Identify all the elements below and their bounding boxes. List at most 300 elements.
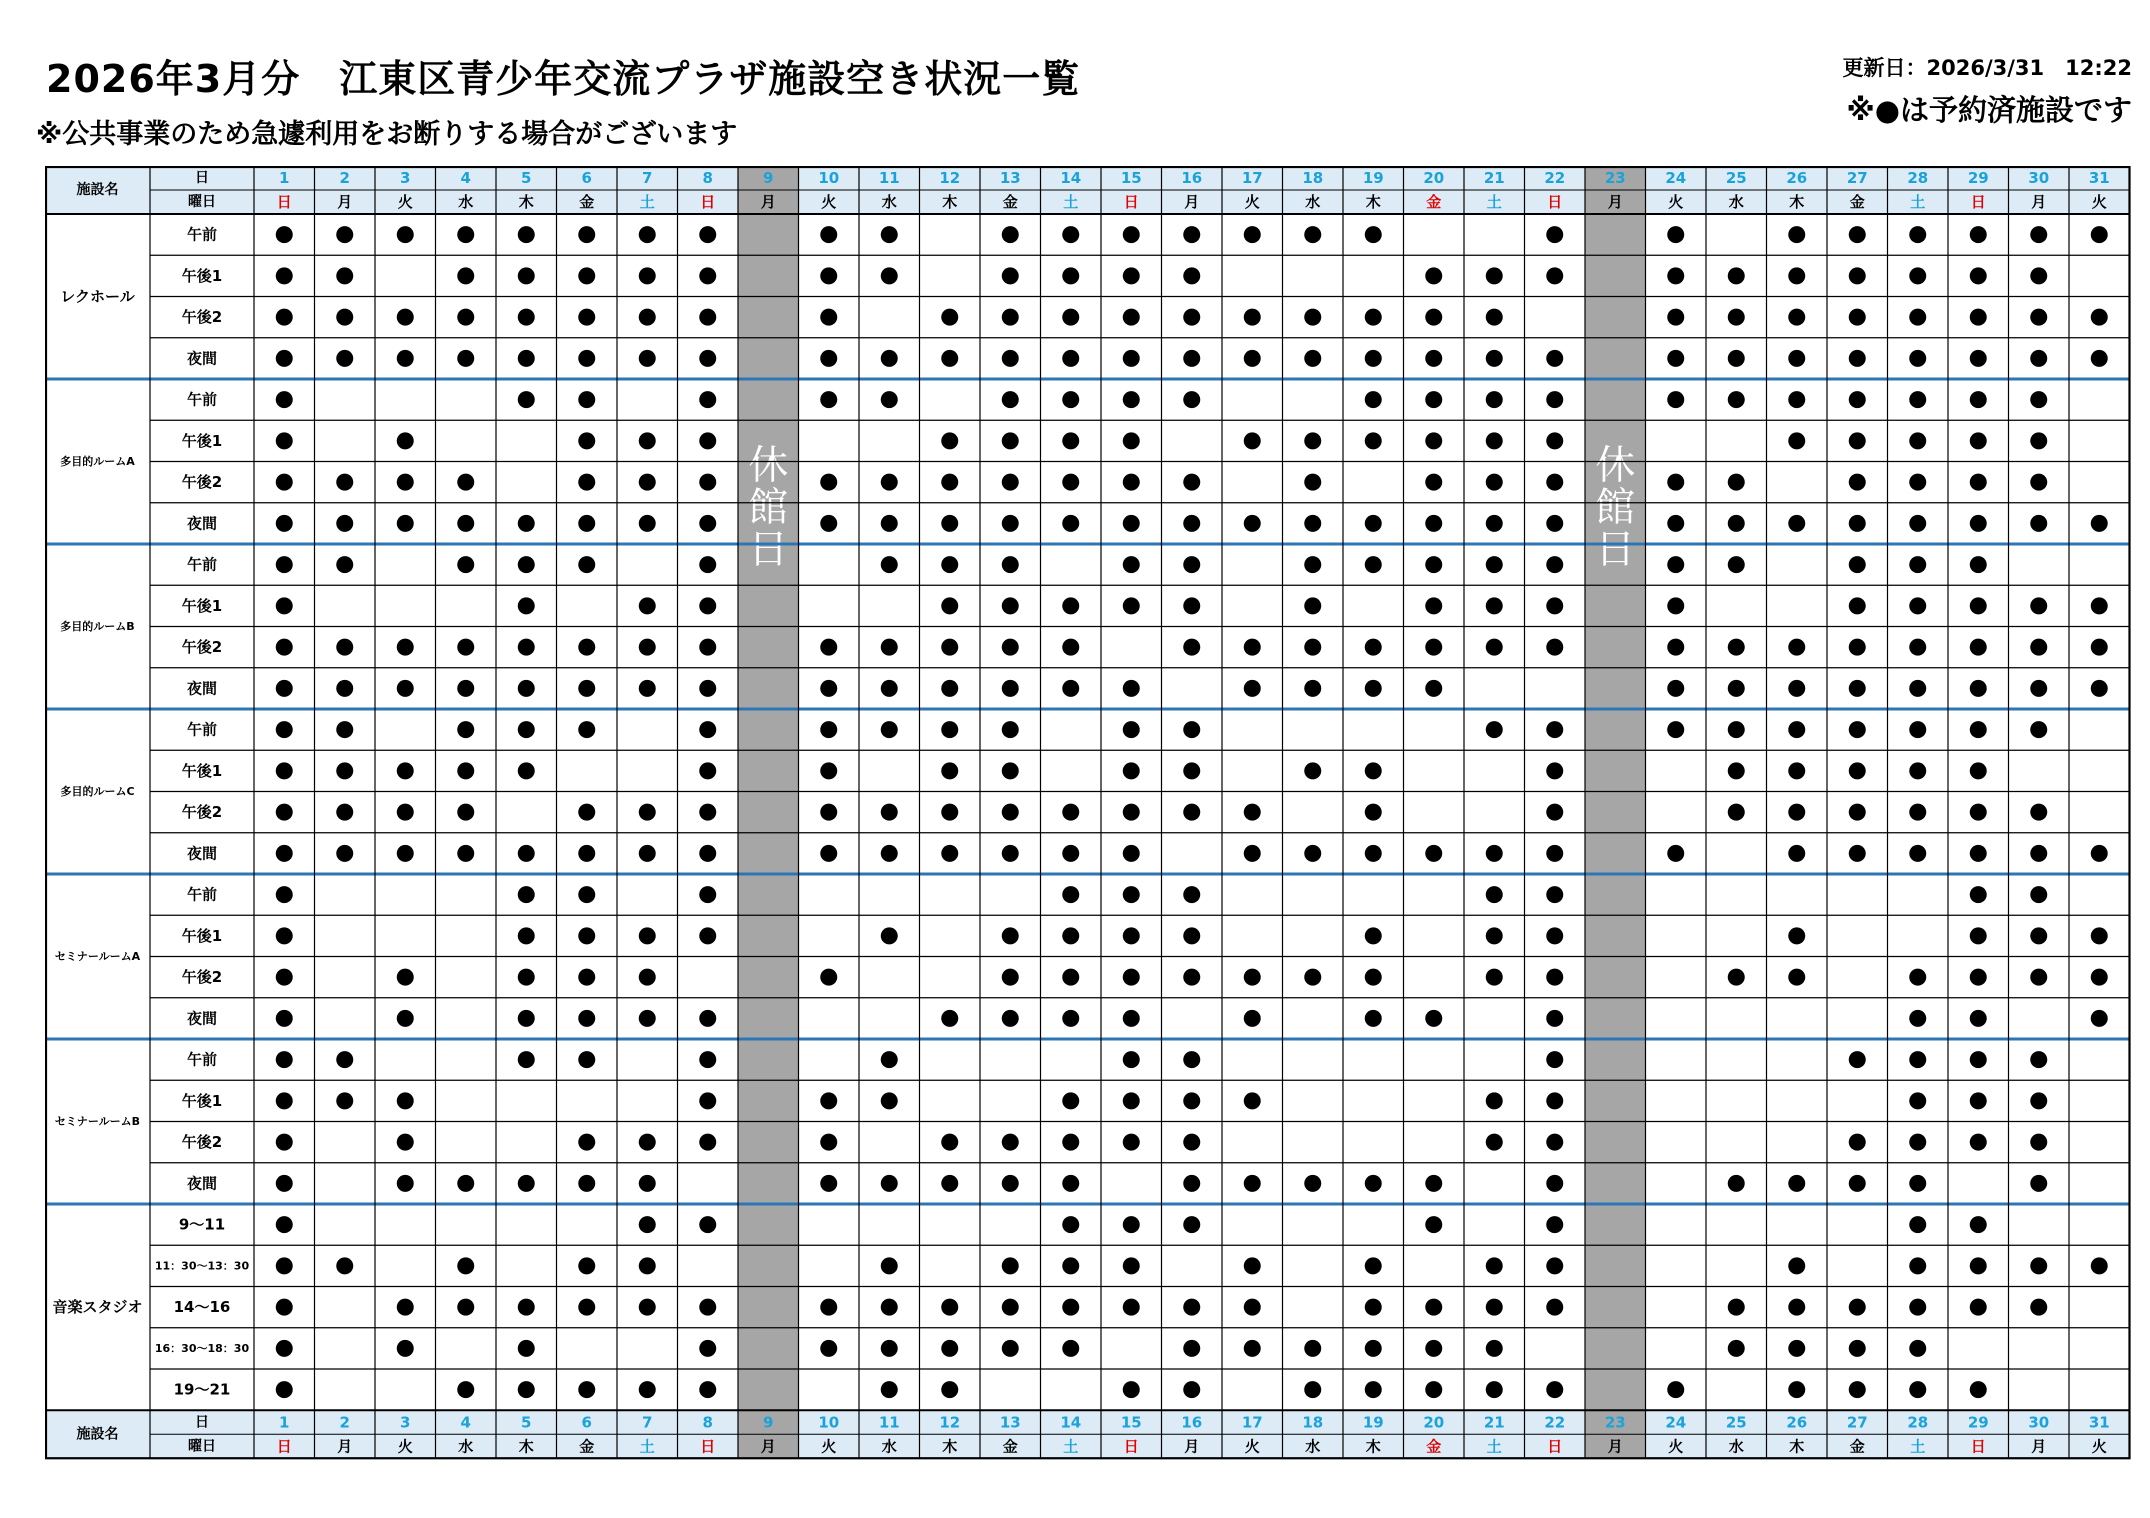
header-weekday: 木 — [1365, 193, 1381, 211]
booked-dot — [1546, 556, 1563, 573]
booked-dot — [1425, 267, 1442, 284]
header-weekday: 日 — [1123, 193, 1139, 211]
booked-dot — [1909, 391, 1926, 408]
booked-dot — [639, 927, 656, 944]
booked-dot — [1365, 309, 1382, 326]
booked-dot — [1667, 226, 1684, 243]
header-weekday: 火 — [397, 193, 413, 211]
booked-dot — [941, 1340, 958, 1357]
closed-day-label: 館 — [748, 484, 789, 531]
booked-dot — [397, 309, 414, 326]
booked-dot — [1728, 1299, 1745, 1316]
booked-dot — [1183, 597, 1200, 614]
booked-dot — [1546, 391, 1563, 408]
booked-dot — [1304, 1175, 1321, 1192]
booked-dot — [1728, 639, 1745, 656]
booked-dot — [699, 1216, 716, 1233]
booked-dot — [1546, 267, 1563, 284]
booked-dot — [1365, 804, 1382, 821]
booked-dot — [2091, 927, 2108, 944]
booked-dot — [518, 639, 535, 656]
booked-dot — [1546, 432, 1563, 449]
booked-dot — [1244, 309, 1261, 326]
time-slot-label: 午後1 — [181, 1091, 223, 1110]
booked-dot — [336, 804, 353, 821]
header-weekday: 日 — [1970, 193, 1986, 211]
booked-dot — [1546, 886, 1563, 903]
footer-day-number: 16 — [1181, 1413, 1203, 1432]
booked-dot — [1667, 267, 1684, 284]
booked-dot — [2030, 226, 2047, 243]
booked-dot — [1002, 1257, 1019, 1274]
booked-dot — [578, 350, 595, 367]
header-day-number: 23 — [1604, 169, 1626, 187]
header-weekday: 金 — [579, 193, 595, 211]
booked-dot — [1788, 762, 1805, 779]
footer-weekday: 日 — [1970, 1437, 1986, 1456]
booked-dot — [1788, 845, 1805, 862]
booked-dot — [881, 680, 898, 697]
booked-dot — [1002, 969, 1019, 986]
booked-dot — [2030, 1257, 2047, 1274]
booked-dot — [397, 515, 414, 532]
booked-dot — [1849, 762, 1866, 779]
booked-dot — [1002, 267, 1019, 284]
booked-dot — [1183, 1381, 1200, 1398]
header-weekday: 土 — [1486, 193, 1502, 211]
booked-dot — [1486, 309, 1503, 326]
booked-dot — [2030, 267, 2047, 284]
booked-dot — [699, 721, 716, 738]
footer-day-number: 5 — [521, 1413, 532, 1432]
booked-dot — [518, 350, 535, 367]
booked-dot — [1486, 515, 1503, 532]
booked-dot — [1123, 350, 1140, 367]
booked-dot — [1123, 474, 1140, 491]
booked-dot — [578, 680, 595, 697]
booked-dot — [1970, 267, 1987, 284]
booked-dot — [1546, 1134, 1563, 1151]
booked-dot — [1123, 1216, 1140, 1233]
booked-dot — [1667, 556, 1684, 573]
booked-dot — [2030, 474, 2047, 491]
booked-dot — [1849, 391, 1866, 408]
booked-dot — [1728, 969, 1745, 986]
time-slot-label: 夜間 — [186, 679, 218, 698]
booked-dot — [1123, 1299, 1140, 1316]
booked-dot — [1304, 515, 1321, 532]
footer-day-number: 12 — [939, 1413, 961, 1432]
footer-weekday: 月 — [760, 1437, 776, 1456]
booked-dot — [578, 515, 595, 532]
booked-dot — [1788, 1299, 1805, 1316]
header-weekday: 水 — [1305, 193, 1321, 211]
booked-dot — [699, 1010, 716, 1027]
booked-dot — [457, 350, 474, 367]
booked-dot — [1486, 1092, 1503, 1109]
booked-dot — [881, 804, 898, 821]
booked-dot — [2091, 1010, 2108, 1027]
header-day-number: 30 — [2028, 169, 2050, 187]
booked-dot — [820, 721, 837, 738]
time-slot-label: 午前 — [186, 225, 218, 244]
booked-dot — [1425, 391, 1442, 408]
booked-dot — [1546, 1381, 1563, 1398]
footer-weekday: 火 — [1668, 1437, 1684, 1456]
booked-dot — [276, 639, 293, 656]
booked-dot — [1970, 1381, 1987, 1398]
booked-dot — [1788, 1175, 1805, 1192]
booked-dot — [1304, 762, 1321, 779]
booked-dot — [941, 804, 958, 821]
booked-dot — [1546, 1216, 1563, 1233]
booked-dot — [941, 1134, 958, 1151]
booked-dot — [820, 680, 837, 697]
booked-dot — [1002, 1134, 1019, 1151]
booked-dot — [276, 391, 293, 408]
booked-dot — [1304, 226, 1321, 243]
booked-dot — [1849, 556, 1866, 573]
booked-dot — [1062, 927, 1079, 944]
booked-dot — [1970, 721, 1987, 738]
time-slot-label: 午後1 — [181, 761, 223, 780]
header-day-number: 13 — [999, 169, 1021, 187]
time-slot-label: 午後1 — [181, 596, 223, 615]
booked-dot — [1123, 1092, 1140, 1109]
booked-dot — [1062, 969, 1079, 986]
closed-day-label: 日 — [1595, 526, 1636, 573]
time-slot-label: 午後2 — [181, 473, 223, 492]
footer-day-number: 24 — [1665, 1413, 1687, 1432]
booked-dot — [820, 515, 837, 532]
booked-dot — [699, 680, 716, 697]
booked-dot — [1486, 267, 1503, 284]
booked-dot — [1365, 845, 1382, 862]
header-weekday: 火 — [821, 193, 837, 211]
footer-weekday: 水 — [881, 1437, 897, 1456]
footer-weekday: 木 — [1789, 1437, 1805, 1456]
footer-weekday: 金 — [1426, 1437, 1442, 1456]
booked-dot — [1365, 680, 1382, 697]
booked-dot — [1970, 680, 1987, 697]
booked-dot — [820, 1340, 837, 1357]
booked-dot — [639, 804, 656, 821]
booked-dot — [1546, 1010, 1563, 1027]
booked-dot — [2030, 721, 2047, 738]
footer-weekday: 火 — [397, 1437, 413, 1456]
booked-dot — [1062, 1010, 1079, 1027]
time-slot-label: 午後2 — [181, 968, 223, 987]
time-slot-label: 午前 — [186, 720, 218, 739]
booked-dot — [1123, 267, 1140, 284]
booked-dot — [639, 1299, 656, 1316]
booked-dot — [1123, 762, 1140, 779]
booked-dot — [881, 1257, 898, 1274]
booked-dot — [1365, 1381, 1382, 1398]
booked-dot — [1183, 350, 1200, 367]
booked-dot — [397, 432, 414, 449]
booked-dot — [2030, 515, 2047, 532]
booked-dot — [276, 1381, 293, 1398]
booked-dot — [1788, 350, 1805, 367]
booked-dot — [1788, 515, 1805, 532]
booked-dot — [1244, 1010, 1261, 1027]
booked-dot — [941, 1381, 958, 1398]
booked-dot — [1123, 1010, 1140, 1027]
booked-dot — [699, 845, 716, 862]
booked-dot — [1425, 1216, 1442, 1233]
time-slot-label: 夜間 — [186, 844, 218, 863]
booked-dot — [1365, 1010, 1382, 1027]
booked-dot — [1183, 267, 1200, 284]
footer-weekday: 火 — [2091, 1437, 2107, 1456]
booked-dot — [1667, 639, 1684, 656]
booked-dot — [1183, 474, 1200, 491]
booked-dot — [1849, 680, 1866, 697]
booked-dot — [1546, 804, 1563, 821]
booked-dot — [1123, 845, 1140, 862]
booked-dot — [457, 639, 474, 656]
booked-dot — [457, 309, 474, 326]
booked-dot — [1970, 1216, 1987, 1233]
booked-dot — [578, 639, 595, 656]
booked-dot — [1667, 597, 1684, 614]
table-border — [46, 167, 2130, 1458]
booked-dot — [639, 597, 656, 614]
booked-dot — [276, 1299, 293, 1316]
booked-dot — [1183, 1092, 1200, 1109]
booked-dot — [1486, 1340, 1503, 1357]
booked-dot — [941, 432, 958, 449]
booked-dot — [276, 762, 293, 779]
booked-dot — [1970, 1134, 1987, 1151]
booked-dot — [1365, 432, 1382, 449]
booked-dot — [578, 226, 595, 243]
booked-dot — [820, 226, 837, 243]
booked-dot — [1123, 597, 1140, 614]
availability-table — [45, 166, 2132, 1460]
header-day-number: 25 — [1725, 169, 1747, 187]
booked-dot — [639, 639, 656, 656]
booked-dot — [457, 515, 474, 532]
header-day-number: 17 — [1241, 169, 1263, 187]
booked-dot — [941, 515, 958, 532]
booked-dot — [1970, 1299, 1987, 1316]
footer-day-number: 2 — [339, 1413, 350, 1432]
booked-dot — [1244, 1092, 1261, 1109]
header-day-number: 15 — [1120, 169, 1142, 187]
booked-dot — [1728, 515, 1745, 532]
booked-dot — [1667, 309, 1684, 326]
booked-dot — [1909, 226, 1926, 243]
booked-dot — [639, 969, 656, 986]
footer-day-number: 23 — [1604, 1413, 1626, 1432]
footer-weekday-label: 曜日 — [188, 1438, 216, 1455]
booked-dot — [1486, 597, 1503, 614]
footer-weekday: 土 — [639, 1437, 655, 1456]
booked-dot — [1062, 1299, 1079, 1316]
header-day-number: 9 — [763, 169, 774, 187]
booked-dot — [881, 1051, 898, 1068]
booked-dot — [578, 886, 595, 903]
footer-day-number: 20 — [1423, 1413, 1445, 1432]
booked-dot — [2030, 350, 2047, 367]
booked-dot — [1304, 474, 1321, 491]
booked-dot — [1365, 556, 1382, 573]
booked-dot — [1849, 1340, 1866, 1357]
booked-dot — [1425, 474, 1442, 491]
booked-dot — [1002, 515, 1019, 532]
booked-dot — [1788, 927, 1805, 944]
updated-timestamp: 更新日：2026/3/31 12:22 — [1842, 56, 2132, 80]
booked-dot — [1183, 1175, 1200, 1192]
booked-dot — [276, 927, 293, 944]
header-day-number: 22 — [1544, 169, 1566, 187]
booked-dot — [1425, 639, 1442, 656]
booked-dot — [1909, 762, 1926, 779]
booked-dot — [578, 309, 595, 326]
booked-dot — [639, 680, 656, 697]
booked-dot — [1304, 1381, 1321, 1398]
booked-dot — [1304, 845, 1321, 862]
booked-dot — [578, 1381, 595, 1398]
booked-dot — [1849, 1051, 1866, 1068]
header-weekday: 木 — [1789, 193, 1805, 211]
booked-dot — [639, 226, 656, 243]
booked-dot — [2091, 515, 2108, 532]
booked-dot — [518, 1010, 535, 1027]
booked-dot — [1909, 804, 1926, 821]
header-weekday: 月 — [337, 193, 353, 211]
footer-weekday: 火 — [1244, 1437, 1260, 1456]
footer-weekday: 金 — [1849, 1437, 1865, 1456]
booked-dot — [1788, 309, 1805, 326]
booked-dot — [457, 1381, 474, 1398]
header-day-number: 3 — [400, 169, 411, 187]
booked-dot — [1425, 1340, 1442, 1357]
booked-dot — [1304, 432, 1321, 449]
booked-dot — [276, 515, 293, 532]
booked-dot — [457, 1299, 474, 1316]
header-weekday: 火 — [2091, 193, 2107, 211]
footer-day-number: 28 — [1907, 1413, 1929, 1432]
booked-dot — [1486, 886, 1503, 903]
booked-dot — [941, 721, 958, 738]
booked-dot — [2091, 639, 2108, 656]
booked-dot — [2030, 886, 2047, 903]
booked-dot — [1849, 1299, 1866, 1316]
footer-weekday: 土 — [1486, 1437, 1502, 1456]
footer-day-number: 18 — [1302, 1413, 1324, 1432]
header-day-number: 1 — [279, 169, 290, 187]
booked-dot — [578, 845, 595, 862]
booked-dot — [820, 350, 837, 367]
booked-dot — [1002, 721, 1019, 738]
booked-dot — [1425, 309, 1442, 326]
booked-dot — [1123, 515, 1140, 532]
booked-dot — [1909, 556, 1926, 573]
time-slot-label: 11：30〜13：30 — [154, 1259, 250, 1273]
booked-dot — [1183, 1051, 1200, 1068]
header-day-number: 12 — [939, 169, 961, 187]
booked-dot — [1123, 1381, 1140, 1398]
booked-dot — [820, 804, 837, 821]
booked-dot — [578, 432, 595, 449]
booked-dot — [1970, 762, 1987, 779]
booked-dot — [1909, 1340, 1926, 1357]
booked-dot — [1183, 639, 1200, 656]
booked-dot — [2030, 1134, 2047, 1151]
booked-dot — [1849, 515, 1866, 532]
booked-dot — [397, 762, 414, 779]
booked-dot — [1304, 309, 1321, 326]
booked-dot — [578, 1134, 595, 1151]
booked-dot — [1365, 1340, 1382, 1357]
booked-dot — [1365, 969, 1382, 986]
booked-dot — [1667, 721, 1684, 738]
booked-dot — [699, 1299, 716, 1316]
booked-dot — [820, 639, 837, 656]
booked-dot — [1849, 1381, 1866, 1398]
booked-dot — [881, 639, 898, 656]
booked-dot — [699, 474, 716, 491]
booked-dot — [1486, 556, 1503, 573]
booked-dot — [1970, 639, 1987, 656]
booked-dot — [397, 845, 414, 862]
footer-day-label: 日 — [195, 1414, 209, 1431]
legend-text: ※●は予約済施設です — [1846, 93, 2132, 127]
booked-dot — [1002, 226, 1019, 243]
booked-dot — [1849, 804, 1866, 821]
booked-dot — [1002, 556, 1019, 573]
booked-dot — [941, 762, 958, 779]
footer-day-number: 31 — [2088, 1413, 2110, 1432]
booked-dot — [699, 432, 716, 449]
booked-dot — [1244, 1299, 1261, 1316]
booked-dot — [1244, 804, 1261, 821]
booked-dot — [1909, 432, 1926, 449]
booked-dot — [1002, 639, 1019, 656]
booked-dot — [1123, 556, 1140, 573]
booked-dot — [941, 680, 958, 697]
booked-dot — [1183, 226, 1200, 243]
booked-dot — [941, 1299, 958, 1316]
time-slot-label: 午後1 — [181, 266, 223, 285]
time-slot-label: 14〜16 — [173, 1298, 231, 1317]
booked-dot — [1123, 927, 1140, 944]
booked-dot — [1183, 1134, 1200, 1151]
booked-dot — [1002, 680, 1019, 697]
footer-day-number: 29 — [1967, 1413, 1989, 1432]
booked-dot — [1062, 1340, 1079, 1357]
time-slot-label: 午前 — [186, 885, 218, 904]
booked-dot — [1425, 1299, 1442, 1316]
header-day-number: 27 — [1846, 169, 1868, 187]
booked-dot — [518, 391, 535, 408]
booked-dot — [820, 762, 837, 779]
booked-dot — [1546, 1051, 1563, 1068]
booked-dot — [881, 556, 898, 573]
booked-dot — [1486, 1257, 1503, 1274]
header-day-number: 21 — [1483, 169, 1505, 187]
time-slot-label: 夜間 — [186, 1009, 218, 1028]
booked-dot — [1365, 391, 1382, 408]
booked-dot — [1183, 515, 1200, 532]
booked-dot — [1849, 1175, 1866, 1192]
booked-dot — [1183, 721, 1200, 738]
booked-dot — [336, 721, 353, 738]
time-slot-label: 午前 — [186, 1050, 218, 1069]
